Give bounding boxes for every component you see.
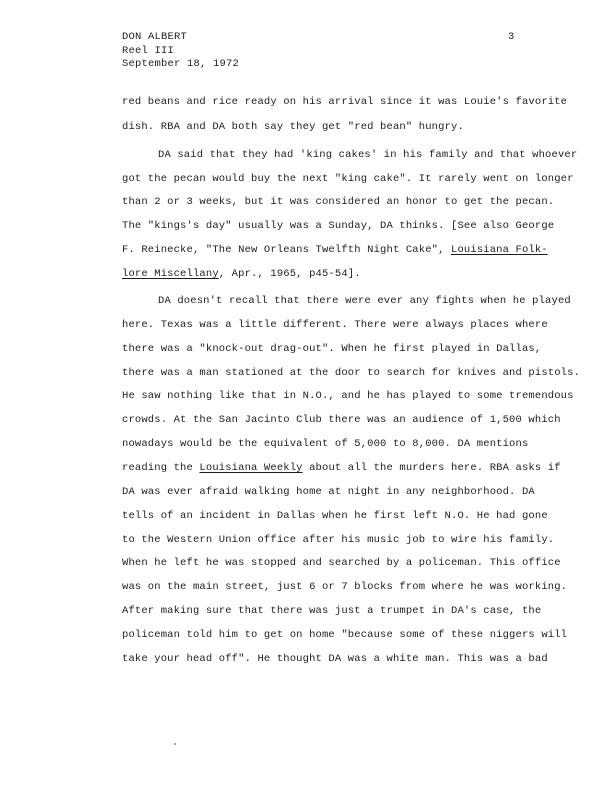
journal-title: lore Miscellany: [122, 268, 219, 280]
header-interviewee: DON ALBERT: [122, 31, 188, 43]
citation-text: F. Reinecke, "The New Orleans Twelfth Night Cake",: [122, 244, 452, 256]
journal-title: Louisiana Folk-: [451, 244, 548, 256]
text-line: was on the main street, just 6 or 7 blocks from where he was working.: [122, 581, 568, 593]
page-number: 3: [508, 31, 515, 43]
text-line: to the Western Union office after his music job to wire his family.: [122, 534, 555, 546]
text-line: nowadays would be the equivalent of 5,000 to 8,000. DA mentions: [122, 438, 529, 450]
text-segment: reading the: [122, 462, 200, 474]
text-line: take your head off". He thought DA was a white man. This was a bad: [122, 653, 548, 665]
text-line: DA doesn't recall that there were ever any fights when he played: [158, 295, 571, 307]
text-line: dish. RBA and DA both say they get "red bean" hungry.: [122, 121, 464, 133]
text-line: policeman told him to get on home "because some of these niggers will: [122, 629, 568, 641]
text-line: crowds. At the San Jacinto Club there was an audience of 1,500 which: [122, 414, 561, 426]
text-line: The "kings's day" usually was a Sunday, DA thinks. [See also George: [122, 220, 555, 232]
document-header: [122, 31, 239, 72]
text-line: He saw nothing like that in N.O., and he has played to some tremendous: [122, 390, 574, 402]
text-line: [122, 461, 561, 475]
newspaper-title: Louisiana Weekly: [199, 462, 303, 474]
text-line: than 2 or 3 weeks, but it was considered an honor to get the pecan.: [122, 196, 555, 208]
text-line: here. Texas was a little different. There were always places where: [122, 319, 548, 331]
text-line: When he left he was stopped and searched by a policeman. This office: [122, 557, 561, 569]
text-line: red beans and rice ready on his arrival since it was Louie's favorite: [122, 96, 568, 108]
text-line: After making sure that there was just a trumpet in DA's case, the: [122, 605, 542, 617]
text-line: tells of an incident in Dallas when he first left N.O. He had gone: [122, 510, 548, 522]
text-line: [122, 267, 361, 281]
text-line: there was a man stationed at the door to search for knives and pistols.: [122, 367, 581, 379]
text-line: got the pecan would buy the next "king cake". It rarely went on longer: [122, 173, 574, 185]
header-date: September 18, 1972: [122, 58, 240, 70]
citation-text: , Apr., 1965, p45-54].: [218, 268, 361, 280]
text-line: DA said that they had 'king cakes' in his family and that whoever: [158, 149, 578, 161]
text-line: [122, 243, 548, 257]
scan-speck: [174, 743, 176, 745]
header-reel: Reel III: [122, 44, 175, 57]
text-line: DA was ever afraid walking home at night in any neighborhood. DA: [122, 486, 535, 498]
text-line: there was a "knock-out drag-out". When he first played in Dallas,: [122, 343, 542, 355]
text-segment: about all the murders here. RBA asks if: [302, 462, 561, 474]
